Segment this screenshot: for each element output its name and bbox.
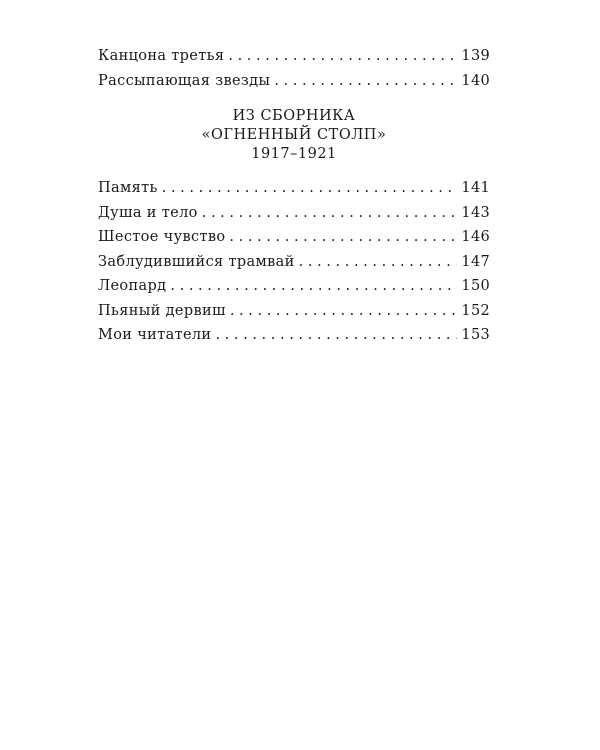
toc-entry-page-number: 146: [461, 229, 490, 245]
section-heading-line-1: ИЗ СБОРНИКА: [232, 108, 356, 124]
toc-entry: [98, 176, 490, 201]
toc-entry: [98, 274, 490, 299]
toc-dot-leader: [162, 176, 458, 201]
toc-dot-leader: [215, 323, 457, 348]
toc-dot-leader: [274, 69, 457, 94]
toc-entry-page-number: 153: [461, 327, 490, 343]
toc-entry: [98, 201, 490, 226]
section-heading-collection-title: «ОГНЕННЫЙ СТОЛП»: [201, 127, 387, 143]
toc-dot-leader: [170, 274, 457, 299]
toc-dot-leader: [230, 299, 458, 324]
toc-entry: [98, 323, 490, 348]
toc-group-ognenny-stolp: [98, 176, 490, 348]
toc-entry-title: Мои читатели: [98, 327, 212, 343]
toc-entry-title: Леопард: [98, 278, 167, 294]
toc-entry-page-number: 147: [461, 253, 490, 270]
toc-entry: [98, 69, 490, 94]
toc-group-before-section: [98, 44, 490, 93]
toc-entry-title: Шестое чувство: [98, 229, 226, 245]
toc-dot-leader: [202, 201, 458, 226]
toc-entry-title: Канцона третья: [98, 48, 225, 64]
toc-entry-page-number: 141: [461, 180, 490, 196]
toc-entry-title: Пьяный дервиш: [98, 302, 226, 319]
section-heading-years: 1917–1921: [251, 146, 337, 162]
toc-entry-page-number: 152: [461, 302, 490, 319]
toc-entry-page-number: 150: [461, 278, 490, 294]
toc-entry: [98, 299, 490, 324]
toc-entry-page-number: 139: [461, 48, 490, 64]
toc-entry-title: Рассыпающая звезды: [98, 72, 271, 89]
toc-entry-page-number: 143: [461, 204, 490, 221]
toc-entry: [98, 250, 490, 275]
toc-entry-page-number: 140: [461, 72, 490, 89]
toc-dot-leader: [228, 44, 457, 69]
section-heading: [98, 107, 490, 164]
toc-entry-title: Заблудившийся трамвай: [98, 253, 295, 270]
toc-entry: [98, 225, 490, 250]
toc-dot-leader: [299, 250, 458, 275]
toc-dot-leader: [229, 225, 457, 250]
toc-entry-title: Память: [98, 180, 158, 196]
toc-entry: [98, 44, 490, 69]
toc-entry-title: Душа и тело: [98, 204, 198, 221]
table-of-contents-page: [98, 44, 490, 348]
